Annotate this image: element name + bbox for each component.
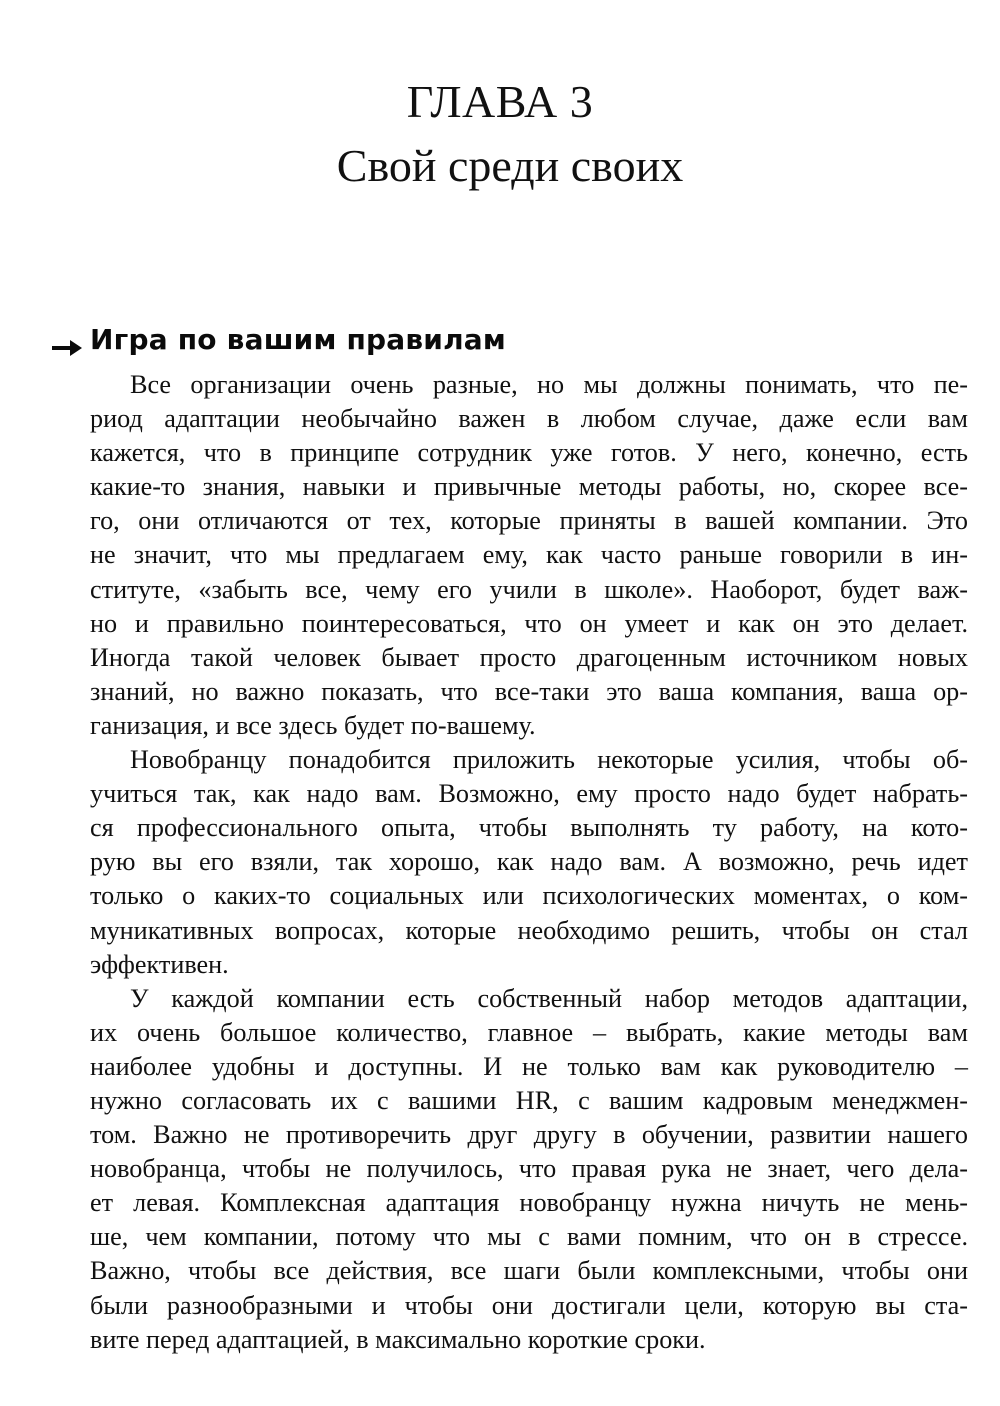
text-line: ституте, «забыть все, чему его учили в школе». Наоборот, будет важ- (90, 574, 968, 604)
text-line: знаний, но важно показать, что все-таки это ваша компания, ваша ор- (90, 676, 968, 706)
text-line: муникативных вопросах, которые необходимо решить, чтобы он стал (90, 915, 968, 945)
chapter-label: ГЛАВА 3 (406, 76, 594, 127)
text-line: У каждой компании есть собственный набор методов адаптации, (130, 983, 968, 1013)
text-line: не значит, что мы предлагаем ему, как часто раньше говорили в ин- (90, 540, 968, 570)
text-line: Новобранцу понадобится приложить некоторые усилия, чтобы об- (130, 745, 968, 775)
text-line: ет левая. Комплексная адаптация новобранцу нужна ничуть не мень- (90, 1188, 968, 1218)
text-line: какие-то знания, навыки и привычные методы работы, но, скорее все- (90, 472, 968, 502)
text-line: новобранца, чтобы не получилось, что правая рука не знает, чего дела- (90, 1154, 968, 1184)
paragraph-1 (50, 368, 968, 743)
text-line: только о каких-то социальных или психологических моментах, о ком- (90, 881, 968, 911)
text-line: но и правильно поинтересоваться, что он умеет и как он это делает. (90, 608, 968, 638)
text-line: нужно согласовать их с вашими HR, с вашим кадровым менеджмен- (90, 1085, 968, 1115)
paragraph-3 (50, 982, 968, 1357)
text-line: Иногда такой человек бывает просто драгоценным источником новых (90, 642, 968, 672)
text-line: были разнообразными и чтобы они достигали цели, которую вы ста- (90, 1290, 968, 1320)
text-line: ганизация, и все здесь будет по-вашему. (90, 710, 536, 740)
section-heading-text: Игра по вашим правилам (90, 323, 506, 356)
text-line: го, они отличаются от тех, которые приняты в вашей компании. Это (90, 506, 968, 536)
body-text (50, 368, 968, 1357)
section-heading (50, 320, 506, 360)
text-line: их очень большое количество, главное – выбрать, какие методы вам (90, 1017, 968, 1047)
text-line: наиболее удобны и доступны. И не только вам как руководителю – (90, 1051, 968, 1081)
text-line: ше, чем компании, потому что мы с вами помним, что он в стрессе. (90, 1222, 968, 1252)
text-line: вите перед адаптацией, в максимально короткие сроки. (90, 1324, 706, 1354)
text-line: том. Важно не противоречить друг другу в обучении, развитии нашего (90, 1120, 968, 1150)
text-line: кажется, что в принципе сотрудник уже готов. У него, конечно, есть (90, 438, 968, 468)
text-line: ся профессионального опыта, чтобы выполнять ту работу, на кото- (90, 813, 968, 843)
text-line: Важно, чтобы все действия, все шаги были комплексными, чтобы они (90, 1256, 968, 1286)
text-line: риод адаптации необычайно важен в любом случае, даже если вам (90, 404, 968, 434)
text-line: Все организации очень разные, но мы должны понимать, что пе- (130, 370, 968, 399)
text-line: рую вы его взяли, так хорошо, как надо вам. А возможно, речь идет (90, 847, 968, 877)
text-line: эффективен. (90, 949, 229, 979)
arrow-right-icon (50, 329, 84, 351)
paragraph-2 (50, 743, 968, 982)
text-line: учиться так, как надо вам. Возможно, ему просто надо будет набрать- (90, 779, 968, 809)
chapter-title: Свой среди своих (336, 140, 684, 191)
